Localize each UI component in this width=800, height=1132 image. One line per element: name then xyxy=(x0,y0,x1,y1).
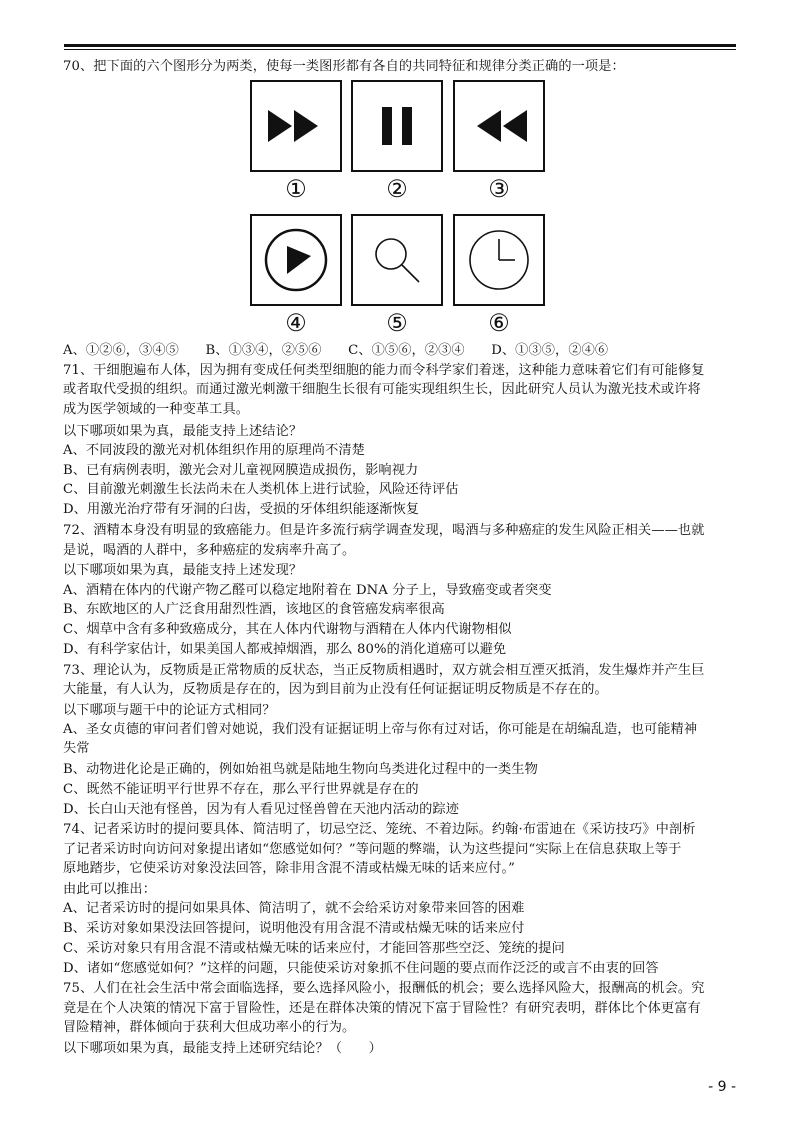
figure-6-label: ⑥ xyxy=(488,309,510,337)
q73-option-c: C、既然不能证明平行世界不存在，那么平行世界就是存在的 xyxy=(63,782,419,797)
q71-option-a: A、不同波段的激光对机体组织作用的原理尚不清楚 xyxy=(63,443,365,458)
page-number: - 9 - xyxy=(708,1079,736,1095)
q75-question: 以下哪项如果为真，最能支持上述研究结论？（ ） xyxy=(63,1041,382,1056)
figure-2-label: ② xyxy=(386,175,408,203)
q73-question: 以下哪项与题干中的论证方式相同？ xyxy=(63,703,276,718)
figure-3-box xyxy=(453,80,545,172)
play-circle-icon xyxy=(252,216,340,304)
q74-option-d: D、诸如“您感觉如何？”这样的问题，只能使采访对象抓不住问题的要点而作泛泛的或言不由衷的回答 xyxy=(63,961,659,976)
q72-stem-line: 是说，喝酒的人群中，多种癌症的发病率升高了。 xyxy=(63,543,356,558)
figure-5-box xyxy=(351,214,443,306)
header-rule-thick xyxy=(64,44,736,47)
figure-4-box xyxy=(250,214,342,306)
figure-1-label: ① xyxy=(285,175,307,203)
figure-6-box xyxy=(453,214,545,306)
figure-5-label: ⑤ xyxy=(386,309,408,337)
fast-forward-icon xyxy=(252,82,340,170)
figure-3-label: ③ xyxy=(488,175,510,203)
q71-option-c: C、目前激光刺激生长法尚未在人类机体上进行试验，风险还待评估 xyxy=(63,482,459,497)
q73-option-b: B、动物进化论是正确的，例如始祖鸟就是陆地生物向鸟类进化过程中的一类生物 xyxy=(63,762,538,777)
q72-stem-line: 72、酒精本身没有明显的致癌能力。但是许多流行病学调查发现，喝酒与多种癌症的发生风险正相关——也就 xyxy=(63,523,705,538)
q75-stem-line: 冒险精神，群体倾向于获利大但成功率小的行为。 xyxy=(63,1020,356,1035)
q73-option-a: A、圣女贞德的审问者们曾对她说，我们没有证据证明上帝与你有过对话，你可能是在胡编乱造，也可能精神 xyxy=(63,722,698,737)
q74-option-a: A、记者采访时的提问如果具体、简洁明了，就不会给采访对象带来回答的困难 xyxy=(63,901,525,916)
rewind-icon xyxy=(455,82,543,170)
q75-stem-line: 75、人们在社会生活中常会面临选择，要么选择风险小，报酬低的机会；要么选择风险大，报酬高的机会。究 xyxy=(63,981,705,996)
q70-stem: 70、把下面的六个图形分为两类，使每一类图形都有各自的共同特征和规律分类正确的一项是： xyxy=(63,59,625,74)
q74-stem-line: 原地踏步，它使采访对象没法回答，除非用含混不清或枯燥无味的话来应付。” xyxy=(63,861,516,876)
q74-stem-line: 74、记者采访时的提问要具体、简洁明了，切忌空泛、笼统、不着边际。约翰·布雷迪在《采访技巧》中剖析 xyxy=(63,822,696,837)
q72-option-a: A、酒精在体内的代谢产物乙醛可以稳定地附着在 DNA 分子上，导致癌变或者突变 xyxy=(63,583,552,598)
q71-stem-line: 71、干细胞遍布人体，因为拥有变成任何类型细胞的能力而令科学家们着迷，这种能力意味着它们有可能修复 xyxy=(63,363,705,378)
q74-option-b: B、采访对象如果没法回答提问，说明他没有用含混不清或枯燥无味的话来应付 xyxy=(63,921,525,936)
q71-stem-line: 成为医学领域的一种变革工具。 xyxy=(63,402,250,417)
q70-options: A、①②⑥，③④⑤ B、①③④，②⑤⑥ C、①⑤⑥，②③④ D、①③⑤，②④⑥ xyxy=(63,343,609,358)
q71-question: 以下哪项如果为真，最能支持上述结论？ xyxy=(63,424,303,439)
q73-option-a-cont: 失常 xyxy=(63,741,90,756)
q71-option-d: D、用激光治疗带有牙洞的臼齿，受损的牙体组织能逐渐恢复 xyxy=(63,502,420,517)
q72-option-c: C、烟草中含有多种致癌成分，其在人体内代谢物与酒精在人体内代谢物相似 xyxy=(63,622,512,637)
figure-1-box xyxy=(250,80,342,172)
figure-2-box xyxy=(351,80,443,172)
q74-stem-line: 了记者采访时向访问对象提出诸如“您感觉如何？”等问题的弊端，认为这些提问“实际上在信息获取上等于 xyxy=(63,842,682,857)
q75-stem-line: 竟是在个人决策的情况下富于冒险性，还是在群体决策的情况下富于冒险性？有研究表明，群体比个体更富有 xyxy=(63,1001,701,1016)
q72-option-d: D、有科学家估计，如果美国人都戒掉烟酒，那么 80%的消化道癌可以避免 xyxy=(63,642,507,657)
figure-4-label: ④ xyxy=(285,309,307,337)
q71-stem-line: 或者取代受损的组织。而通过激光刺激干细胞生长很有可能实现组织生长，因此研究人员认为激光技术或许将 xyxy=(63,382,701,397)
q71-option-b: B、已有病例表明，激光会对儿童视网膜造成损伤，影响视力 xyxy=(63,463,419,478)
search-icon xyxy=(353,216,441,304)
q73-stem-line: 大能量，有人认为，反物质是存在的，因为到目前为止没有任何证据证明反物质是不存在的。 xyxy=(63,682,608,697)
q73-option-d: D、长白山天池有怪兽，因为有人看见过怪兽曾在天池内活动的踪迹 xyxy=(63,802,460,817)
q74-question: 由此可以推出： xyxy=(63,882,157,897)
clock-icon xyxy=(455,216,543,304)
q74-option-c: C、采访对象只有用含混不清或枯燥无味的话来应付，才能回答那些空泛、笼统的提问 xyxy=(63,941,565,956)
q72-question: 以下哪项如果为真，最能支持上述发现？ xyxy=(63,563,303,578)
q73-stem-line: 73、理论认为，反物质是正常物质的反状态，当正反物质相遇时，双方就会相互湮灭抵消，发生爆炸并产生巨 xyxy=(63,663,705,678)
q72-option-b: B、东欧地区的人广泛食用甜烈性酒，该地区的食管癌发病率很高 xyxy=(63,602,445,617)
pause-icon xyxy=(353,82,441,170)
header-rule-thin xyxy=(64,49,736,50)
